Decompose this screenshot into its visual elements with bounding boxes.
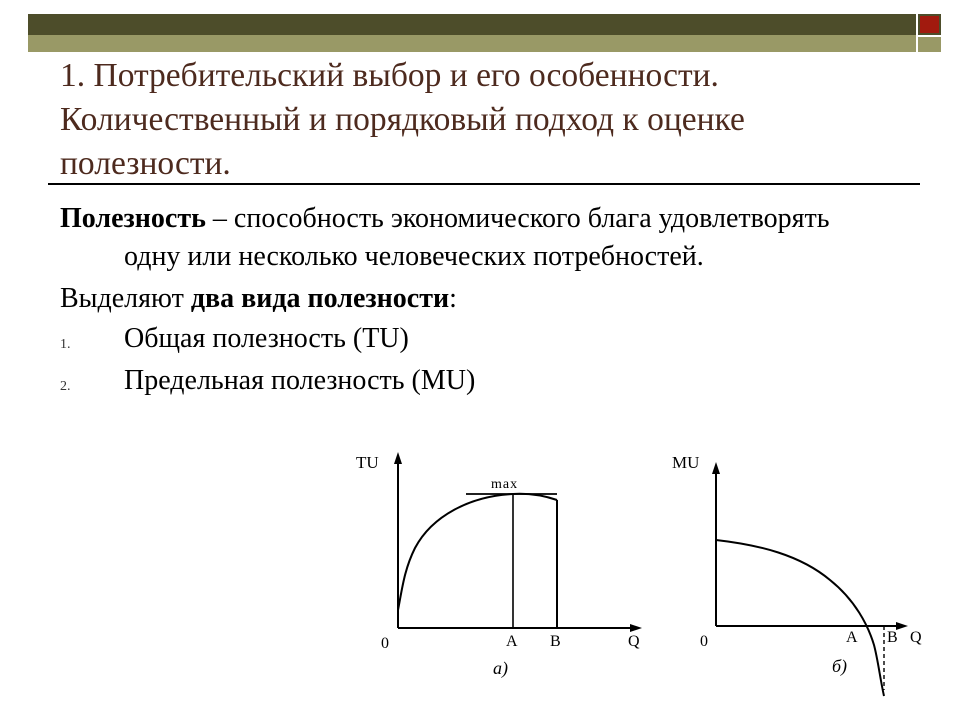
tu-max-label: max bbox=[491, 477, 519, 492]
tu-y-arrow bbox=[394, 452, 402, 464]
tu-curve bbox=[398, 494, 557, 610]
chart-tu bbox=[356, 452, 642, 679]
list-text: Предельная полезность (MU) bbox=[124, 365, 476, 396]
tu-tick-b: B bbox=[550, 633, 561, 650]
intro-tail: : bbox=[449, 283, 457, 314]
tu-x-label: Q bbox=[628, 633, 640, 650]
list-text: Общая полезность (TU) bbox=[124, 323, 409, 354]
intro-lead: Выделяют bbox=[60, 283, 191, 314]
mu-tick-a: A bbox=[846, 629, 858, 646]
chart-mu bbox=[672, 453, 922, 696]
mu-origin-label: 0 bbox=[700, 633, 708, 650]
intro-bold: два вида полезности bbox=[190, 283, 450, 314]
tu-y-label: TU bbox=[356, 453, 379, 472]
mu-curve bbox=[716, 540, 884, 696]
mu-tick-b: B bbox=[887, 629, 898, 646]
definition-term: Полезность bbox=[60, 203, 206, 234]
list-number: 2. bbox=[60, 379, 71, 394]
definition-text: – способность экономического блага удовлетворять одну или несколько человеческих потребностей. bbox=[124, 203, 830, 272]
tu-x-arrow bbox=[630, 624, 642, 632]
mu-x-arrow bbox=[896, 622, 908, 630]
list-number: 1. bbox=[60, 337, 71, 352]
tu-caption: а) bbox=[493, 658, 508, 678]
slide-title: 1. Потребительский выбор и его особенности. Количественный и порядковый подход к оценке полезности. bbox=[60, 57, 745, 182]
mu-y-arrow bbox=[712, 462, 720, 474]
tu-origin-label: 0 bbox=[381, 635, 389, 652]
mu-caption: б) bbox=[832, 656, 848, 676]
tu-tick-a: A bbox=[506, 633, 518, 650]
mu-y-label: MU bbox=[672, 453, 700, 472]
mu-x-label: Q bbox=[910, 629, 922, 646]
